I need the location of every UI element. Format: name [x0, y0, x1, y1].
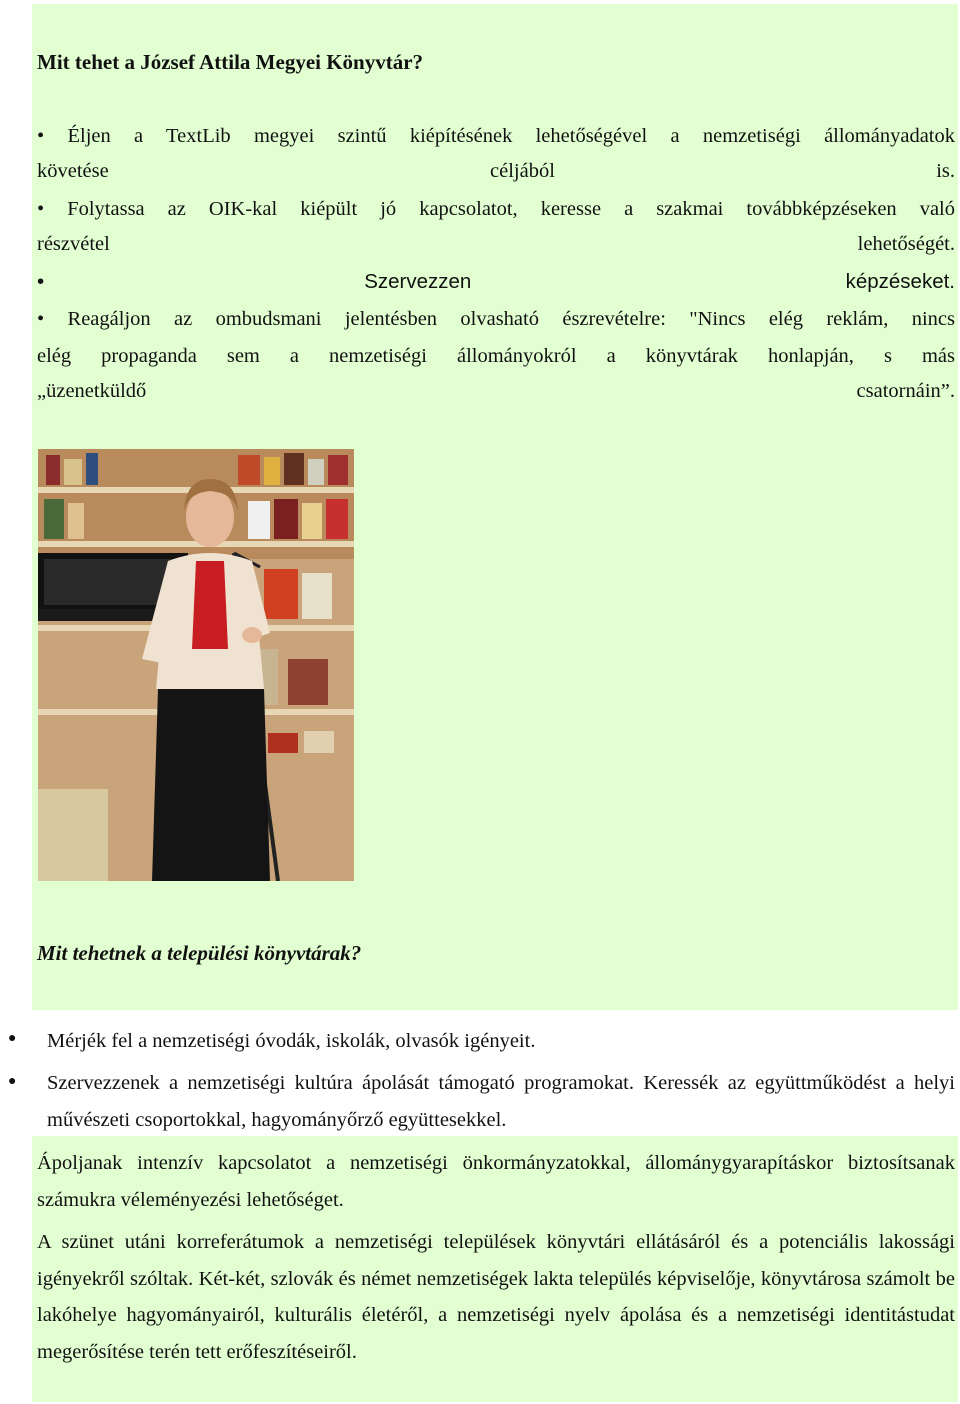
bullet-2-line-2: részvétel lehetőségét.: [37, 233, 955, 255]
paragraph-korreferatumok: A szünet utáni korreferátumok a nemzetiségi települések könyvtári ellátásáról és a potenciális lakossági igényekről szóltak. Két-két, szlovák és német nemzetiségek lakta település képviselője, könyvtárosa számolt be lakóhelye hagyományairól, kulturális életéről, a nemzetiségi nyelv ápolása és a nemzetiségi identitástudat megerősítése terén tett erőfeszítéseiről.: [37, 1231, 955, 1363]
paragraph-kapcsolat: Ápoljanak intenzív kapcsolatot a nemzetiségi önkormányzatokkal, állománygyarapításkor biztosítsanak számukra véleményezési lehetőséget.: [37, 1152, 955, 1211]
speaker-photo-illustration: [38, 449, 354, 881]
bullet-4-line-2: elég propaganda sem a nemzetiségi állományokról a könyvtárak honlapján, s más: [37, 345, 955, 367]
list-item-2: Szervezzenek a nemzetiségi kultúra ápolását támogató programokat. Keressék az együttműködést a helyi művészeti csoportokkal, hagyományőrző együttesekkel.: [47, 1072, 955, 1131]
heading-telepulesi-konyvtarak: Mit tehetnek a települési könyvtárak?: [37, 941, 362, 965]
bullet-4-line-1: • Reagáljon az ombudsmani jelentésben olvasható észrevételre: "Nincs elég reklám, nincs: [37, 308, 955, 330]
list-item-1: Mérjék fel a nemzetiségi óvodák, iskolák, olvasók igényeit.: [47, 1030, 536, 1052]
speaker-photo: [38, 449, 354, 881]
heading-megyei-konyvtar: Mit tehet a József Attila Megyei Könyvtár?: [37, 50, 424, 74]
bullet-1-line-1: • Éljen a TextLib megyei szintű kiépítésének lehetőségével a nemzetiségi állományadatok: [37, 125, 955, 147]
bullet-4-line-3: „üzenetküldő csatornáin”.: [37, 380, 955, 402]
bullet-1-line-2: követése céljából is.: [37, 160, 955, 182]
bullet-2-line-1: • Folytassa az OIK-kal kiépült jó kapcsolatot, keresse a szakmai továbbképzéseken való: [37, 198, 955, 220]
bullet-3-line: • Szervezzen képzéseket.: [37, 270, 955, 293]
list-bullet-1: ●: [8, 1031, 17, 1046]
list-bullet-2: ●: [8, 1074, 17, 1089]
